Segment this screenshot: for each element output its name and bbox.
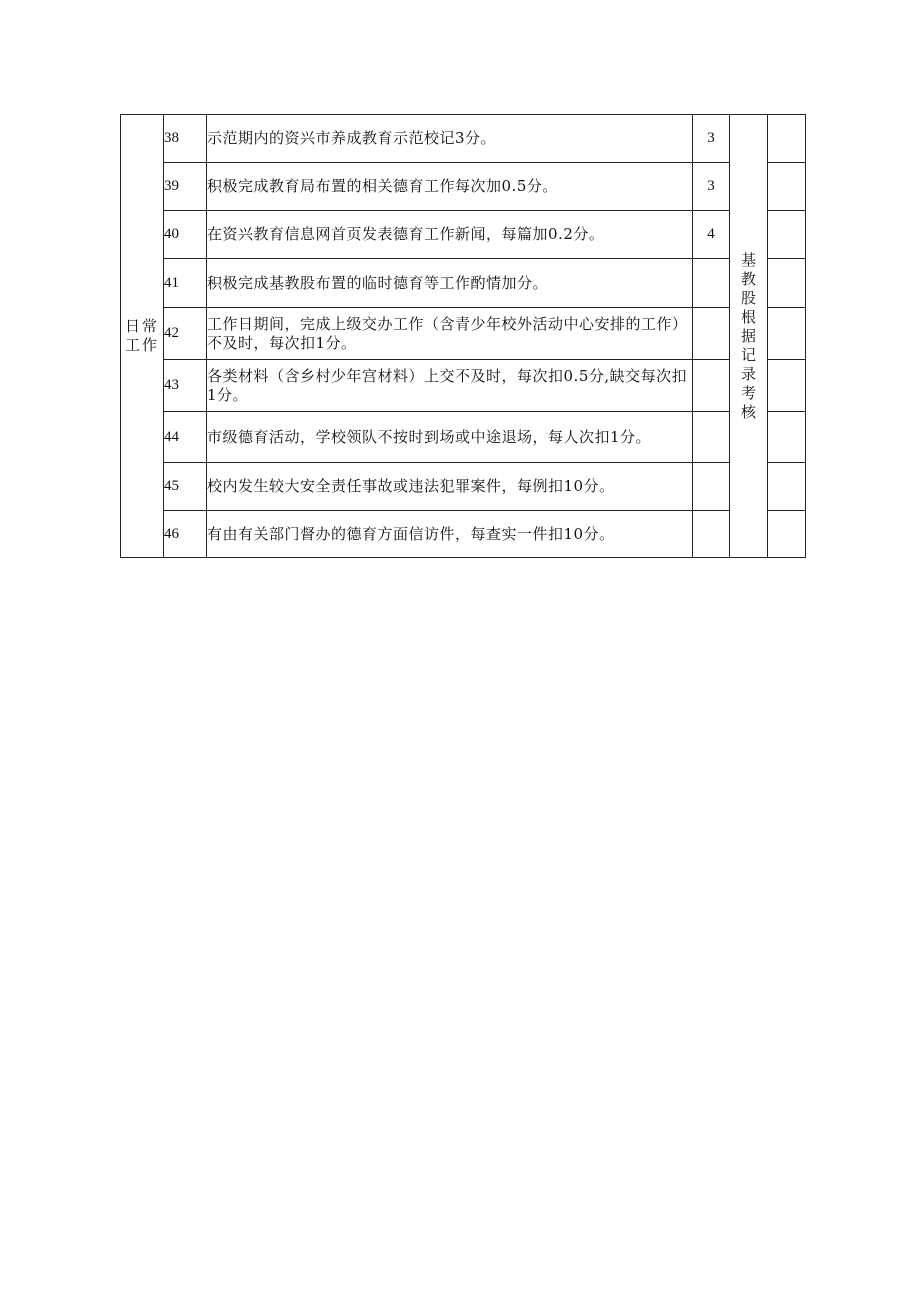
item-number: 45 [164,463,207,511]
table-row [121,259,806,308]
assessment-note-cell [730,115,768,558]
item-description: 工作日期间，完成上级交办工作（含青少年校外活动中心安排的工作）不及时，每次扣1分。 [207,308,693,360]
item-score: 4 [693,211,730,259]
item-score [693,511,730,558]
blank-cell [768,163,806,211]
blank-cell [768,259,806,308]
blank-cell [768,511,806,558]
item-number: 46 [164,511,207,558]
blank-cell [768,115,806,163]
item-description: 在资兴教育信息网首页发表德育工作新闻，每篇加0.2分。 [207,211,693,259]
blank-cell [768,308,806,360]
item-number: 39 [164,163,207,211]
table-row [121,412,806,463]
item-score: 3 [693,115,730,163]
item-number: 40 [164,211,207,259]
item-number: 38 [164,115,207,163]
blank-cell [768,463,806,511]
item-number: 44 [164,412,207,463]
table-row [121,163,806,211]
item-description: 有由有关部门督办的德育方面信访件，每查实一件扣10分。 [207,511,693,558]
item-description: 校内发生较大安全责任事故或违法犯罪案件，每例扣10分。 [207,463,693,511]
category-label: 日常工作 [125,317,160,354]
item-description: 积极完成基教股布置的临时德育等工作酌情加分。 [207,259,693,308]
blank-cell [768,211,806,259]
scoring-table [120,114,806,558]
item-number: 41 [164,259,207,308]
item-description: 示范期内的资兴市养成教育示范校记3分。 [207,115,693,163]
assessment-note: 基教股根据记录考核 [740,250,756,421]
table-row [121,308,806,360]
table-row [121,211,806,259]
category-cell [121,115,164,558]
item-number: 42 [164,308,207,360]
blank-cell [768,412,806,463]
item-description: 各类材料（含乡村少年宫材料）上交不及时，每次扣0.5分,缺交每次扣1分。 [207,360,693,412]
item-score [693,259,730,308]
table-row [121,511,806,558]
table-row [121,115,806,163]
blank-cell [768,360,806,412]
item-score [693,360,730,412]
item-score: 3 [693,163,730,211]
item-number: 43 [164,360,207,412]
item-description: 积极完成教育局布置的相关德育工作每次加0.5分。 [207,163,693,211]
table-row [121,360,806,412]
table-row [121,463,806,511]
item-score [693,463,730,511]
item-score [693,412,730,463]
item-score [693,308,730,360]
item-description: 市级德育活动，学校领队不按时到场或中途退场，每人次扣1分。 [207,412,693,463]
